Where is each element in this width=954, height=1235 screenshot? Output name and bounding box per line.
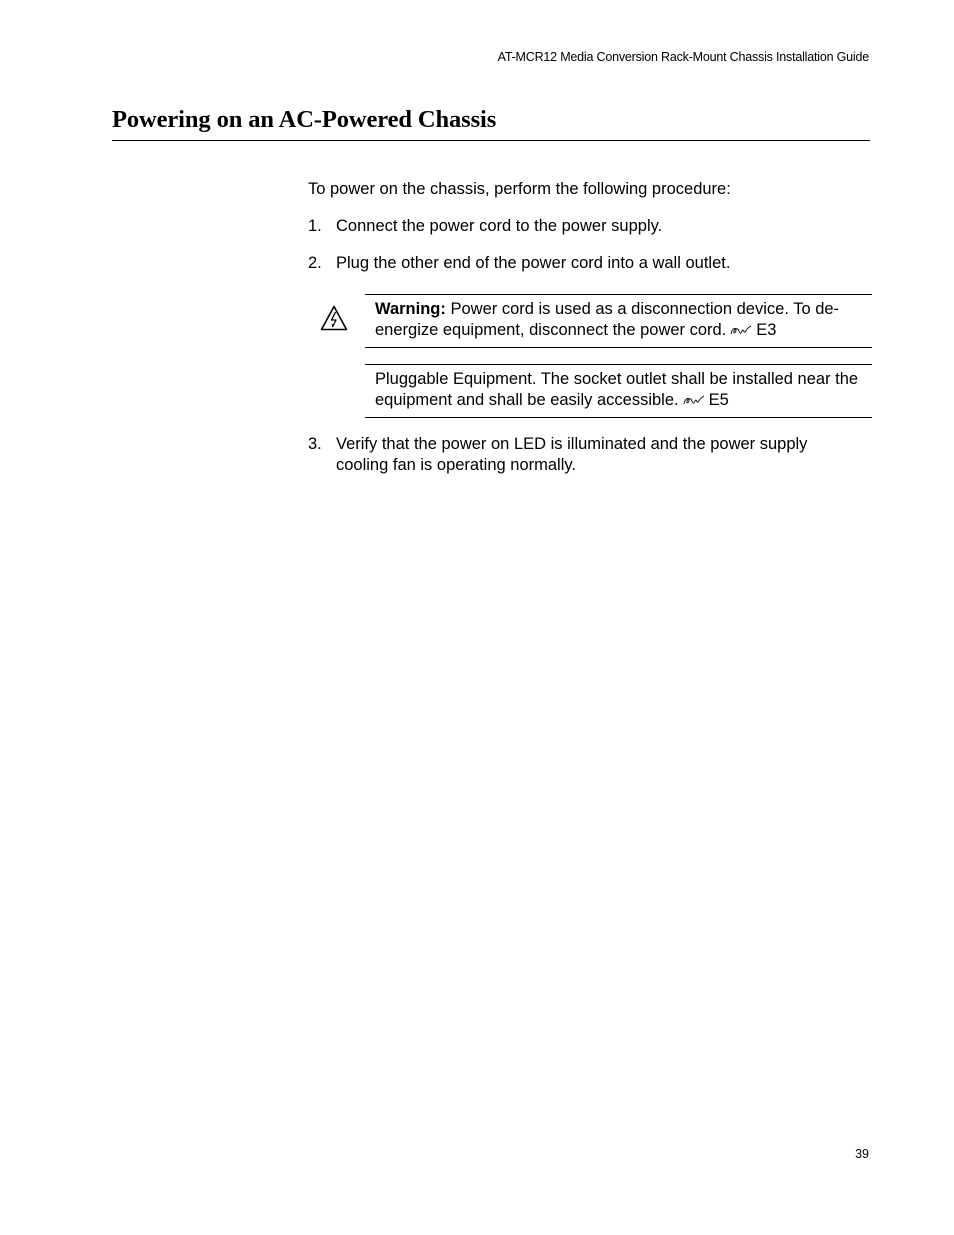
section-title: Powering on an AC-Powered Chassis	[112, 106, 497, 133]
step-text: Verify that the power on LED is illuminated and the power supply cooling fan is operating normally.	[336, 435, 808, 474]
warning-notice	[365, 294, 872, 348]
electrical-hazard-icon	[320, 305, 348, 331]
step-text: Connect the power cord to the power supply.	[336, 217, 663, 235]
step-number: 2.	[308, 254, 322, 272]
step-number: 1.	[308, 217, 322, 235]
pluggable-text: Pluggable Equipment. The socket outlet shall be installed near the equipment and shall be easily accessible.	[375, 370, 859, 409]
warning-text: Power cord is used as a disconnection device. To de-energize equipment, disconnect the power cord.	[375, 300, 840, 339]
page-number: 39	[855, 1147, 869, 1161]
pluggable-ref-code: E5	[708, 390, 729, 409]
intro-paragraph: To power on the chassis, perform the following procedure:	[308, 180, 731, 198]
pluggable-equipment-notice	[365, 364, 872, 418]
warning-ref-code: E3	[756, 320, 777, 339]
list-item	[308, 253, 848, 274]
step-number: 3.	[308, 435, 322, 453]
title-rule	[112, 140, 870, 141]
step-text: Plug the other end of the power cord into a wall outlet.	[336, 254, 731, 272]
list-item	[308, 216, 848, 237]
list-item	[308, 434, 848, 475]
warning-label: Warning:	[375, 300, 446, 318]
translation-reference-icon	[683, 391, 705, 412]
running-header: AT-MCR12 Media Conversion Rack-Mount Chassis Installation Guide	[497, 50, 869, 64]
translation-reference-icon	[730, 321, 752, 342]
